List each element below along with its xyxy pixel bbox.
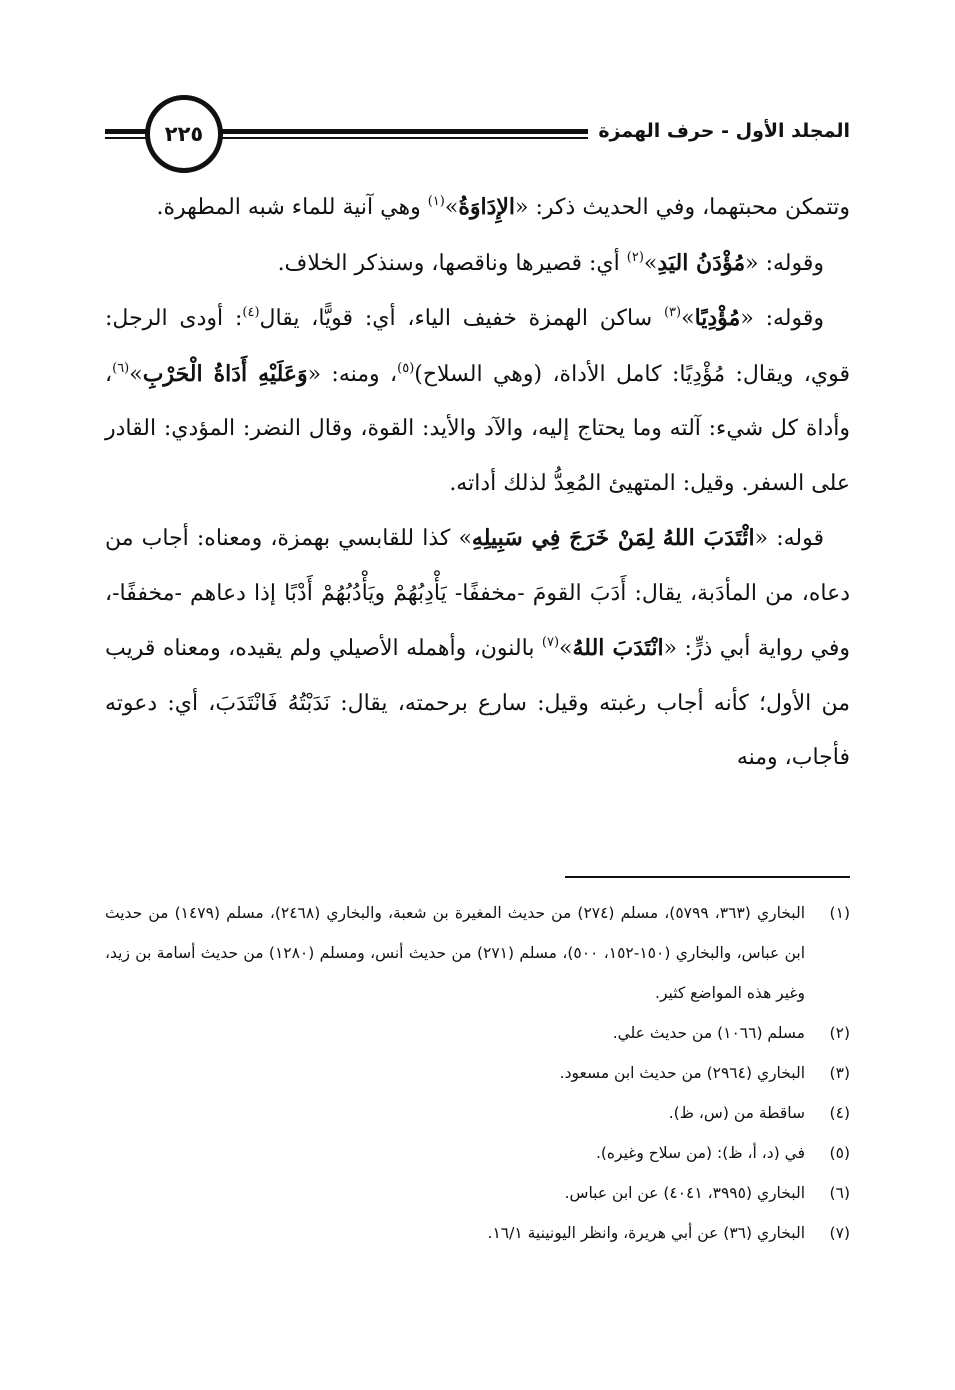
main-text [105, 180, 850, 786]
footnote-ref: (٤) [242, 305, 260, 320]
footnote-number: (١) [829, 904, 850, 922]
footnote-ref: (٥) [397, 360, 415, 376]
text-run: ، وأداة كل شيء: آلته وما يحتاج إليه، والآد والأيد: القوة، وقال النضر: المؤدي: القادر على السفر. وقيل: المتهيئ المُعِدُّ لذلك أداته. [105, 361, 850, 496]
header-title: المجلد الأول - حرف الهمزة [588, 117, 850, 145]
text-run: » [559, 636, 573, 661]
footnote-text: في (د، أ، ظ): (من سلاح وغيره). [595, 1144, 805, 1162]
footnote [105, 1053, 850, 1093]
footnote-text: البخاري (٣٦٣، ٥٧٩٩)، مسلم (٢٧٤) من حديث المغيرة بن شعبة، والبخاري (٢٤٦٨)، مسلم (١٤٧٩) من حديث ابن عباس، والبخاري (١٥٠-١٥٢، ٥٠٠)، مسلم (٢٧١) من حديث أنس، ومسلم (١٢٨٠) من حديث أسامة بن زيد، وغير هذه المواضع كثير. [105, 904, 806, 1002]
text-run: ، ومنه: « [307, 361, 398, 387]
text-run: وتتمكن محبتهما، وفي الحديث ذكر: « [515, 195, 850, 220]
text-run: وقوله: « [740, 306, 825, 331]
footnote-ref: (١) [427, 194, 445, 209]
quoted-term: مُؤْدَنُ اليَدِ [657, 249, 746, 276]
quoted-term: وَعَلَيْهِ أَدَاةُ الْحَرْبِ [142, 360, 308, 387]
footnote [105, 1093, 850, 1133]
text-run: » [444, 195, 459, 220]
footnote-text: البخاري (٣٦) عن أبي هريرة، وانظر اليونينية ١٦/١. [487, 1224, 805, 1242]
paragraph [105, 236, 850, 292]
paragraph [105, 291, 850, 511]
footnote-text: البخاري (٣٩٩٥، ٤٠٤١) عن ابن عباس. [564, 1184, 805, 1202]
quoted-term: الإِدَاوَةُ [458, 194, 516, 220]
text-run: ساكن الهمزة خفيف الياء، أي: قويًّا، يقال [259, 306, 664, 331]
footnote-ref: (٧) [541, 635, 560, 650]
footnote-number: (٤) [829, 1104, 850, 1122]
text-run: بالنون، وأهمله الأصيلي ولم يقيده، ومعناه قريب من الأول؛ كأنه أجاب رغبته وقيل: سارع برحمته، يقال: نَدَبْتُهُ فَانْتَدَبَ، أي: دعوته فأجاب، ومنه [105, 636, 850, 770]
text-run: قوله: « [754, 526, 824, 551]
running-header [105, 95, 850, 170]
footnotes [105, 893, 850, 1253]
footnote-text: ساقطة من (س، ظ). [668, 1104, 805, 1122]
text-run: : أودى الرجل: قوي، ويقال: مُؤْدِيًا: كامل الأداة، (وهي السلاح) [105, 306, 850, 387]
text-run: » كذا للقابسي بهمزة، ومعناه: أجاب من دعاه، من المأدَبة، يقال: أَدَبَ القومَ -مخففًا- يَأْدِبُهُمْ ويَأْدُبُهُمْ أَدْبًا إذا دعاهم -مخففًا-، وفي رواية أبي ذرٍّ: « [105, 526, 851, 661]
text-run: وقوله: « [745, 250, 824, 276]
footnote-number: (٣) [829, 1064, 850, 1082]
footnote-text: مسلم (١٠٦٦) من حديث علي. [612, 1024, 805, 1042]
footnote-ref: (٦) [112, 360, 130, 376]
text-run: أي: قصيرها وناقصها، وسنذكر الخلاف. [277, 250, 627, 276]
footnote [105, 1213, 850, 1253]
quoted-term: مُؤْدِيًا [694, 305, 741, 331]
footnote [105, 893, 850, 1013]
text-run: » [643, 250, 658, 276]
paragraph [105, 511, 850, 786]
footnote-number: (٥) [829, 1144, 850, 1162]
text-run: » [129, 361, 143, 387]
footnote-number: (٧) [829, 1224, 850, 1242]
footnote-number: (٦) [829, 1184, 850, 1202]
page-number: ٢٢٥ [145, 95, 223, 173]
footnote [105, 1013, 850, 1053]
paragraph [105, 180, 850, 236]
footnote [105, 1133, 850, 1173]
text-run: وهي آنية للماء شبه المطهرة. [156, 195, 428, 220]
footnote-text: البخاري (٢٩٦٤) من حديث ابن مسعود. [559, 1064, 805, 1082]
footnote-ref: (٢) [626, 249, 644, 265]
footnote [105, 1173, 850, 1213]
footnote-number: (٢) [829, 1024, 850, 1042]
footnote-ref: (٣) [663, 305, 682, 320]
text-run: » [681, 306, 695, 331]
quoted-term: ائْتَدَبَ اللهُ لِمَنْ خَرَجَ فِي سَبِيلِهِ [471, 525, 755, 551]
quoted-term: انْتَدَبَ اللهُ [572, 635, 664, 661]
footnote-separator [565, 876, 850, 878]
